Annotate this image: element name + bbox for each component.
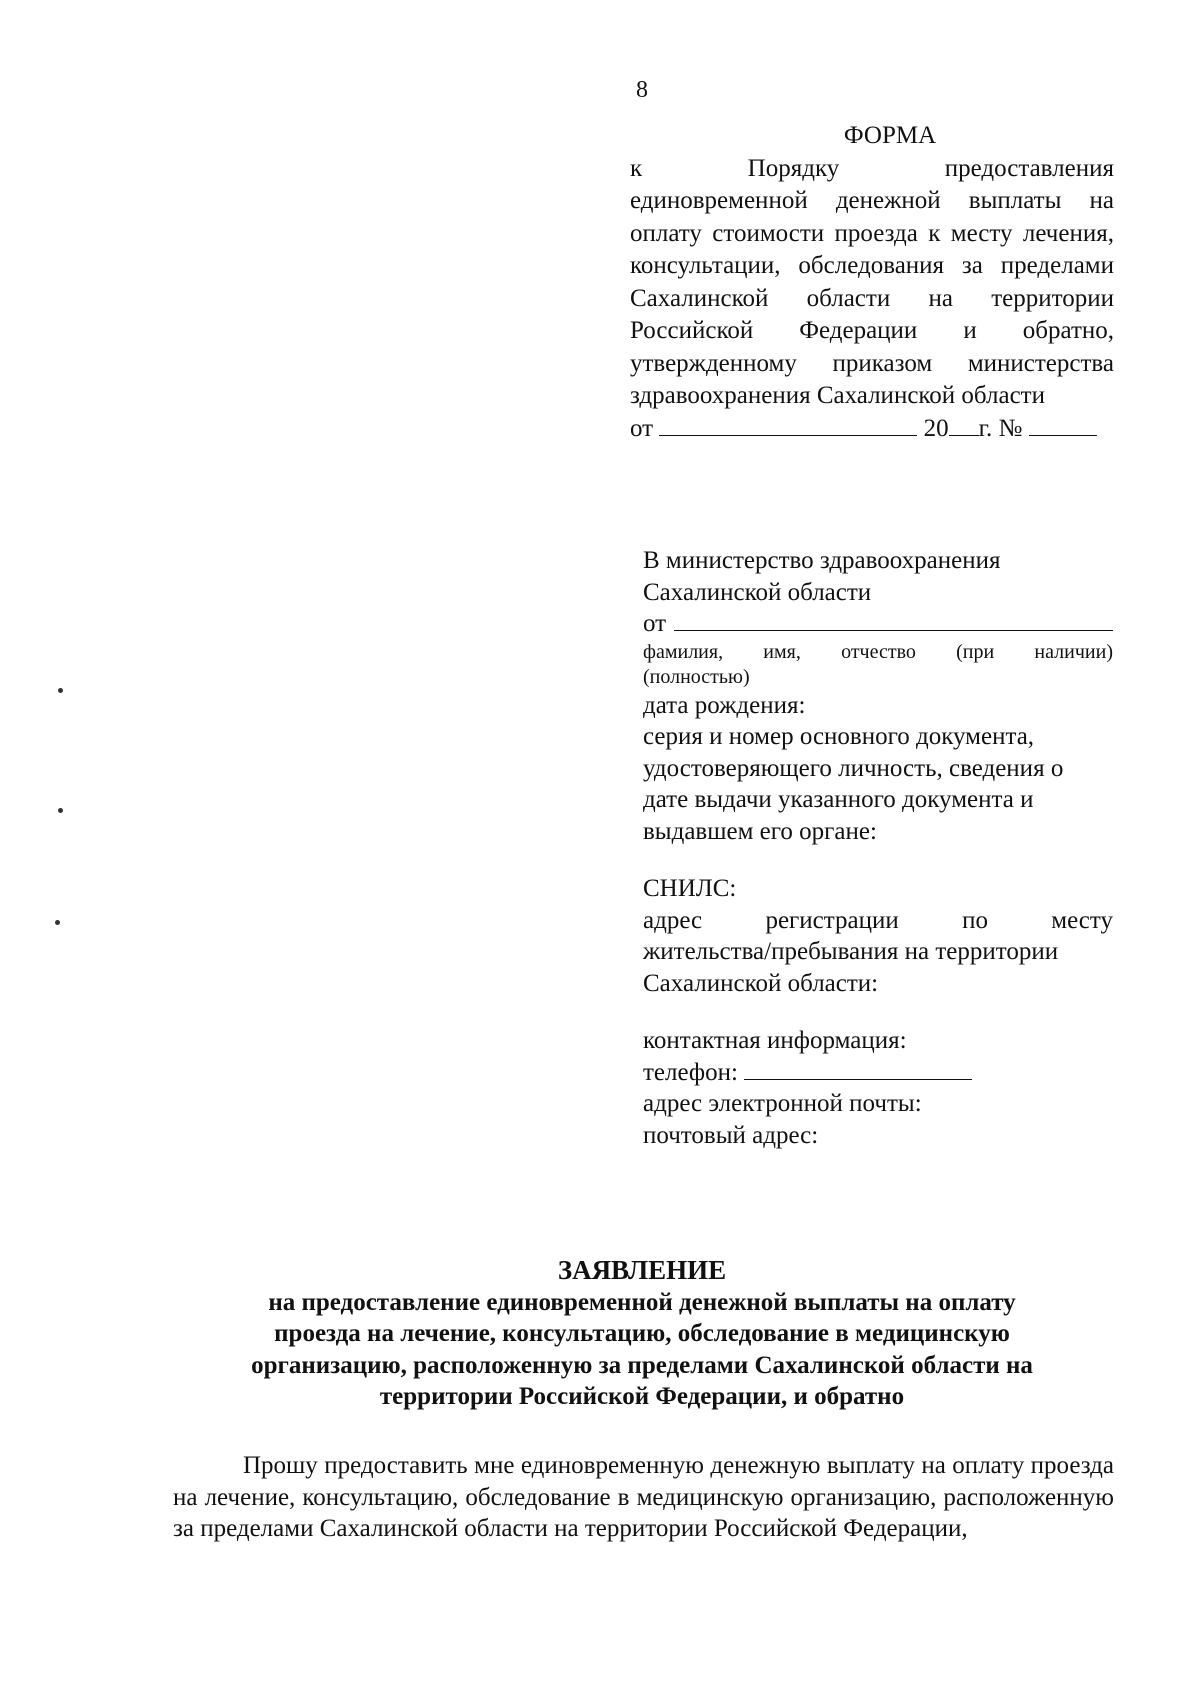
addressee-block bbox=[643, 545, 1113, 1151]
page-number: 8 bbox=[636, 77, 648, 103]
birth-date-label: дата рождения: bbox=[643, 691, 806, 719]
snils-label: СНИЛС: bbox=[643, 875, 737, 902]
form-header-poryadku: Порядку bbox=[747, 154, 840, 182]
registration-line3: Сахалинской области: bbox=[643, 969, 879, 997]
date-prefix: от bbox=[630, 414, 654, 442]
statement-subtitle-line1: на предоставление единовременной денежной выплаты на оплату bbox=[268, 1288, 1016, 1316]
date-blank[interactable] bbox=[659, 413, 917, 436]
spacer bbox=[643, 999, 1113, 1025]
phone-label: телефон: bbox=[643, 1058, 738, 1086]
from-label: от bbox=[643, 610, 667, 637]
registration-line2: жительства/пребывания на территории bbox=[643, 938, 1059, 965]
year-blank[interactable] bbox=[949, 413, 979, 436]
form-header-predostavleniya: предоставления bbox=[944, 154, 1114, 182]
statement-body: Прошу предоставить мне единовременную денежную выплату на оплату проезда на лечение, консультацию, обследование в медицинскую организацию, расположенную за пределами Сахалинской области на территории Российской Федерации, bbox=[173, 1452, 1114, 1542]
phone-row bbox=[643, 1057, 1113, 1089]
form-header-paragraph: единовременной денежной выплаты на оплату стоимости проезда к месту лечения, консультации, обследования за пределами Сахалинской области на территории Российской Федерации и обратно, утвержденному приказом министерства здравоохранения Сахалинской области bbox=[630, 187, 1114, 409]
phone-blank[interactable] bbox=[744, 1057, 972, 1080]
statement-subtitle-line4: территории Российской Федерации, и обратно bbox=[379, 1383, 905, 1410]
scan-speck bbox=[58, 688, 63, 693]
fio-blank[interactable] bbox=[674, 608, 1113, 631]
from-row bbox=[643, 608, 1113, 640]
addressee-to-line2: Сахалинской области bbox=[643, 578, 872, 606]
date-year: 20 bbox=[923, 414, 949, 442]
order-number-blank[interactable] bbox=[1029, 413, 1097, 436]
form-title: ФОРМА bbox=[843, 122, 937, 149]
form-header bbox=[630, 120, 1114, 445]
form-header-first-line bbox=[630, 153, 1114, 186]
document-info-label: серия и номер основного документа, удостоверяющего личность, сведения о дате выдачи указанного документа и выдавшем его органе: bbox=[643, 723, 1064, 845]
fio-hint-line1: фамилия, имя, отчество (при наличии) bbox=[643, 640, 1113, 663]
postal-label: почтовый адрес: bbox=[643, 1121, 819, 1149]
date-suffix: г. № bbox=[978, 414, 1023, 442]
statement-subtitle-line2: проезда на лечение, консультацию, обследование в медицинскую bbox=[274, 1320, 1010, 1347]
scan-speck bbox=[58, 808, 63, 813]
spacer bbox=[643, 847, 1113, 873]
email-label: адрес электронной почты: bbox=[643, 1090, 922, 1117]
addressee-to-line1: В министерство здравоохранения bbox=[643, 547, 1001, 574]
registration-line1: адрес регистрации по месту bbox=[643, 906, 1113, 934]
statement-title: ЗАЯВЛЕНИЕ bbox=[557, 1255, 727, 1285]
form-header-date-line bbox=[630, 413, 1114, 446]
form-header-k: к bbox=[630, 154, 643, 182]
statement-heading bbox=[170, 1255, 1114, 1413]
contact-info-label: контактная информация: bbox=[643, 1027, 907, 1054]
scan-speck bbox=[55, 920, 60, 925]
fio-hint-line2: (полностью) bbox=[643, 665, 750, 688]
statement-subtitle-line3: организацию, расположенную за пределами Сахалинской области на bbox=[251, 1351, 1033, 1379]
